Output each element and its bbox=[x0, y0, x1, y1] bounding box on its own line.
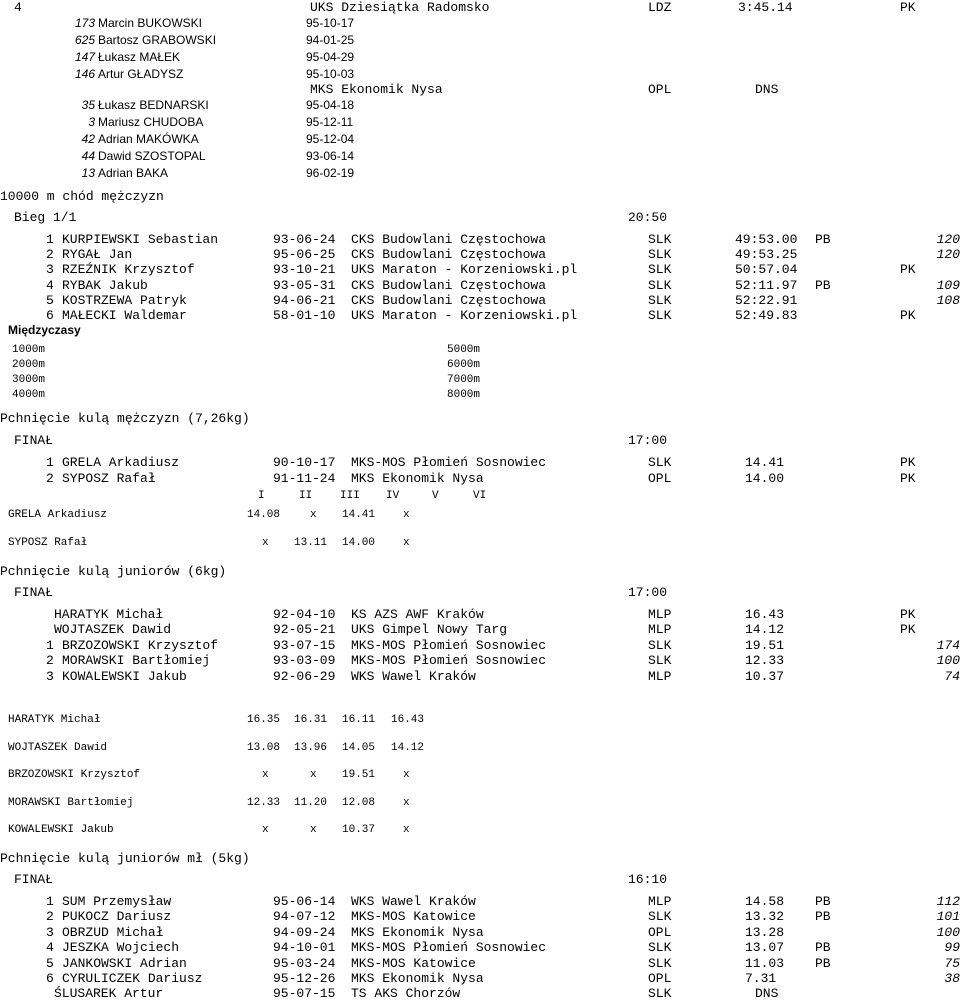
split-distance: 8000m bbox=[447, 389, 481, 401]
athlete-name: Łukasz BEDNARSKI bbox=[98, 98, 209, 112]
round-time: 16:10 bbox=[628, 872, 668, 887]
athlete-dob: 95-10-03 bbox=[306, 67, 355, 81]
result: 52:11.97 bbox=[735, 277, 798, 293]
attempt-value: x bbox=[262, 769, 269, 782]
athlete-dob: 95-04-29 bbox=[306, 50, 355, 64]
attempt-value: x bbox=[403, 796, 410, 809]
athlete-name: RYBAK Jakub bbox=[62, 277, 148, 293]
round-label: FINAŁ bbox=[14, 433, 54, 448]
result: 14.58 bbox=[745, 894, 785, 909]
athlete-dob: 95-03-24 bbox=[273, 955, 336, 971]
attempt-value: 12.33 bbox=[247, 796, 281, 809]
athlete-name: Adrian BAKA bbox=[98, 166, 169, 180]
attempt-value: 16.35 bbox=[247, 714, 281, 726]
attempt-value: x bbox=[403, 509, 410, 521]
athlete-dob: 94-10-01 bbox=[273, 940, 336, 956]
athlete-name: KURPIEWSKI Sebastian bbox=[62, 232, 219, 247]
region: SLK bbox=[648, 232, 672, 247]
place: 4 bbox=[46, 940, 54, 956]
attempt-value: x bbox=[262, 824, 269, 837]
athlete-name: Łukasz MAŁEK bbox=[98, 50, 181, 64]
note: PK bbox=[900, 622, 916, 638]
relay-region: OPL bbox=[648, 82, 672, 97]
points: 38 bbox=[944, 971, 960, 986]
note: PK bbox=[900, 455, 916, 470]
athlete-dob: 93-06-14 bbox=[306, 149, 355, 163]
result: 12.33 bbox=[745, 653, 785, 669]
result: 50:57.04 bbox=[735, 262, 798, 278]
athlete-name: BRZOZOWSKI Krzysztof bbox=[62, 637, 219, 653]
round-label: FINAŁ bbox=[14, 872, 54, 887]
athlete-dob: 96-02-19 bbox=[306, 166, 355, 180]
result: 14.00 bbox=[745, 470, 785, 486]
club: UKS Maraton - Korzeniowski.pl bbox=[351, 308, 578, 323]
region: MLP bbox=[648, 607, 672, 622]
attempt-value: 19.51 bbox=[342, 769, 376, 782]
athlete-dob: 94-01-25 bbox=[306, 33, 355, 47]
athlete-bib: 13 bbox=[81, 166, 95, 180]
athlete-dob: 95-06-14 bbox=[273, 894, 336, 909]
athlete-name: Artur GŁADYSZ bbox=[98, 67, 184, 81]
athlete-name: Dawid SZOSTOPAL bbox=[98, 149, 206, 163]
athlete-name: Marcin BUKOWSKI bbox=[98, 16, 203, 30]
note: PK bbox=[900, 308, 916, 323]
athlete-dob: 95-07-15 bbox=[273, 986, 336, 1001]
split-distance: 6000m bbox=[447, 359, 481, 371]
region: SLK bbox=[648, 909, 672, 925]
result: 14.41 bbox=[745, 455, 785, 470]
place: 1 bbox=[46, 455, 54, 470]
club: MKS-MOS Katowice bbox=[351, 909, 476, 925]
relay-note: PK bbox=[900, 0, 916, 15]
attempt-value: x bbox=[403, 769, 410, 782]
region: OPL bbox=[648, 971, 672, 986]
athlete-name: Bartosz GRABOWSKI bbox=[98, 33, 217, 47]
attempt-header: VI bbox=[473, 490, 487, 502]
place: 4 bbox=[46, 277, 54, 293]
note: PB bbox=[815, 955, 831, 971]
attempt-header: IV bbox=[386, 490, 400, 502]
points: 100 bbox=[936, 653, 960, 669]
round-label: Bieg 1/1 bbox=[14, 210, 77, 225]
attempt-value: 14.05 bbox=[342, 741, 376, 754]
athlete-name: SUM Przemysław bbox=[62, 894, 172, 909]
result: 13.07 bbox=[745, 940, 785, 956]
athlete-dob: 93-06-24 bbox=[273, 232, 336, 247]
attempt-athlete: KOWALEWSKI Jakub bbox=[8, 824, 114, 837]
athlete-name: ŚLUSAREK Artur bbox=[54, 986, 164, 1001]
athlete-name: KOWALEWSKI Jakub bbox=[62, 668, 187, 684]
result: 7.31 bbox=[745, 971, 777, 986]
points: 120 bbox=[936, 232, 960, 247]
attempt-value: x bbox=[310, 509, 317, 521]
athlete-name: PUKOCZ Dariusz bbox=[62, 909, 172, 925]
athlete-dob: 58-01-10 bbox=[273, 308, 336, 323]
athlete-name: MAŁECKI Waldemar bbox=[62, 308, 187, 323]
athlete-dob: 92-05-21 bbox=[273, 622, 336, 638]
athlete-bib: 625 bbox=[74, 33, 95, 47]
club: MKS-MOS Płomień Sosnowiec bbox=[351, 637, 547, 653]
round-time: 17:00 bbox=[628, 433, 668, 448]
place: 1 bbox=[46, 637, 54, 653]
athlete-dob: 94-09-24 bbox=[273, 924, 336, 940]
attempt-value: 13.08 bbox=[247, 741, 281, 754]
points: 108 bbox=[936, 292, 960, 308]
result: 52:49.83 bbox=[735, 308, 798, 323]
attempt-header: I bbox=[258, 490, 265, 502]
result: 14.12 bbox=[745, 622, 785, 638]
points: 174 bbox=[936, 637, 960, 653]
relay-region: LDZ bbox=[648, 0, 672, 15]
place: 3 bbox=[46, 924, 54, 940]
event-title: Pchnięcie kulą mężczyzn (7,26kg) bbox=[0, 411, 250, 426]
region: SLK bbox=[648, 940, 672, 956]
note: PB bbox=[815, 894, 831, 909]
round-label: FINAŁ bbox=[14, 585, 54, 600]
result: 11.03 bbox=[745, 955, 785, 971]
points: 99 bbox=[944, 940, 960, 956]
athlete-bib: 44 bbox=[81, 149, 95, 163]
event-title: 10000 m chód mężczyzn bbox=[0, 189, 164, 204]
attempt-header: II bbox=[299, 490, 313, 502]
points: 100 bbox=[936, 924, 960, 940]
region: SLK bbox=[648, 247, 672, 263]
place: 3 bbox=[46, 262, 54, 278]
split-distance: 1000m bbox=[12, 344, 46, 356]
event-title: Pchnięcie kulą juniorów mł (5kg) bbox=[0, 851, 250, 866]
event-title: Pchnięcie kulą juniorów (6kg) bbox=[0, 564, 227, 579]
region: SLK bbox=[648, 292, 672, 308]
athlete-name: KOSTRZEWA Patryk bbox=[62, 292, 187, 308]
points: 74 bbox=[944, 668, 960, 684]
result: 13.28 bbox=[745, 924, 785, 940]
club: KS AZS AWF Kraków bbox=[351, 607, 484, 622]
relay-club: MKS Ekonomik Nysa bbox=[310, 82, 443, 97]
attempt-athlete: HARATYK Michał bbox=[8, 714, 101, 726]
split-distance: 7000m bbox=[447, 374, 481, 386]
athlete-dob: 90-10-17 bbox=[273, 455, 336, 470]
club: UKS Gimpel Nowy Targ bbox=[351, 622, 508, 638]
result: 49:53.00 bbox=[735, 232, 798, 247]
attempt-value: x bbox=[310, 824, 317, 837]
split-distance: 5000m bbox=[447, 344, 481, 356]
club: CKS Budowlani Częstochowa bbox=[351, 247, 547, 263]
athlete-dob: 95-06-25 bbox=[273, 247, 336, 263]
region: SLK bbox=[648, 986, 672, 1001]
place: 6 bbox=[46, 971, 54, 986]
split-distance: 4000m bbox=[12, 389, 46, 401]
attempt-value: 12.08 bbox=[342, 796, 376, 809]
relay-time: 3:45.14 bbox=[738, 0, 793, 15]
club: WKS Wawel Kraków bbox=[351, 668, 476, 684]
athlete-dob: 91-11-24 bbox=[273, 470, 336, 486]
attempt-value: x bbox=[262, 537, 269, 549]
club: MKS Ekonomik Nysa bbox=[351, 924, 484, 940]
attempt-value: 14.12 bbox=[391, 741, 425, 754]
attempt-value: x bbox=[403, 824, 410, 837]
athlete-name: JESZKA Wojciech bbox=[62, 940, 180, 956]
attempt-value: 14.41 bbox=[342, 509, 376, 521]
split-distance: 3000m bbox=[12, 374, 46, 386]
club: MKS Ekonomik Nysa bbox=[351, 971, 484, 986]
athlete-bib: 42 bbox=[81, 132, 95, 146]
note: PB bbox=[815, 232, 831, 247]
note: PK bbox=[900, 470, 916, 486]
athlete-bib: 147 bbox=[74, 50, 95, 64]
club: CKS Budowlani Częstochowa bbox=[351, 277, 547, 293]
athlete-dob: 94-06-21 bbox=[273, 292, 336, 308]
athlete-name: Mariusz CHUDOBA bbox=[98, 115, 204, 129]
athlete-bib: 3 bbox=[88, 115, 95, 129]
attempt-value: 16.11 bbox=[342, 714, 376, 726]
athlete-dob: 93-07-15 bbox=[273, 637, 336, 653]
points: 120 bbox=[936, 247, 960, 263]
athlete-dob: 93-10-21 bbox=[273, 262, 336, 278]
region: MLP bbox=[648, 894, 672, 909]
region: SLK bbox=[648, 455, 672, 470]
region: SLK bbox=[648, 277, 672, 293]
round-time: 17:00 bbox=[628, 585, 668, 600]
athlete-dob: 95-04-18 bbox=[306, 98, 355, 112]
place: 5 bbox=[46, 955, 54, 971]
result: DNS bbox=[755, 986, 779, 1001]
attempt-value: 14.00 bbox=[342, 537, 376, 549]
attempt-athlete: SYPOSZ Rafał bbox=[8, 537, 88, 549]
place: 2 bbox=[46, 653, 54, 669]
attempt-athlete: MORAWSKI Bartłomiej bbox=[8, 796, 134, 809]
athlete-name: GRELA Arkadiusz bbox=[62, 455, 180, 470]
athlete-dob: 95-12-11 bbox=[306, 115, 354, 129]
attempt-value: 13.96 bbox=[294, 741, 328, 754]
region: SLK bbox=[648, 308, 672, 323]
region: SLK bbox=[648, 637, 672, 653]
relay-place: 4 bbox=[14, 0, 22, 15]
note: PK bbox=[900, 607, 916, 622]
result: 19.51 bbox=[745, 637, 785, 653]
athlete-name: MORAWSKI Bartłomiej bbox=[62, 653, 211, 669]
points: 109 bbox=[936, 277, 960, 293]
attempt-athlete: WOJTASZEK Dawid bbox=[8, 741, 108, 754]
place: 1 bbox=[46, 894, 54, 909]
club: MKS-MOS Płomień Sosnowiec bbox=[351, 653, 547, 669]
round-time: 20:50 bbox=[628, 210, 668, 225]
athlete-name: Adrian MAKÓWKA bbox=[98, 132, 199, 146]
result: 49:53.25 bbox=[735, 247, 798, 263]
region: MLP bbox=[648, 668, 672, 684]
club: TS AKS Chorzów bbox=[351, 986, 461, 1001]
athlete-bib: 35 bbox=[81, 98, 95, 112]
split-distance: 2000m bbox=[12, 359, 46, 371]
points: 101 bbox=[936, 909, 960, 925]
athlete-name: OBRZUD Michał bbox=[62, 924, 164, 940]
note: PB bbox=[815, 909, 831, 925]
attempt-value: 11.20 bbox=[294, 796, 328, 809]
splits-title: Międzyczasy bbox=[8, 323, 81, 337]
attempt-value: 13.11 bbox=[294, 537, 328, 549]
club: UKS Maraton - Korzeniowski.pl bbox=[351, 262, 578, 278]
athlete-dob: 92-04-10 bbox=[273, 607, 336, 622]
region: OPL bbox=[648, 924, 672, 940]
points: 75 bbox=[944, 955, 960, 971]
athlete-bib: 146 bbox=[74, 67, 95, 81]
athlete-dob: 93-05-31 bbox=[273, 277, 336, 293]
result: 52:22.91 bbox=[735, 292, 798, 308]
athlete-dob: 92-06-29 bbox=[273, 668, 336, 684]
note: PK bbox=[900, 262, 916, 278]
athlete-dob: 95-12-04 bbox=[306, 132, 355, 146]
attempt-value: 16.31 bbox=[294, 714, 328, 726]
place: 2 bbox=[46, 909, 54, 925]
attempt-athlete: GRELA Arkadiusz bbox=[8, 509, 108, 521]
region: OPL bbox=[648, 470, 672, 486]
region: SLK bbox=[648, 653, 672, 669]
attempt-value: 14.08 bbox=[247, 509, 281, 521]
attempt-value: 16.43 bbox=[391, 714, 425, 726]
athlete-dob: 95-12-26 bbox=[273, 971, 336, 986]
relay-club: UKS Dziesiątka Radomsko bbox=[310, 0, 490, 15]
result: 10.37 bbox=[745, 668, 785, 684]
club: MKS-MOS Płomień Sosnowiec bbox=[351, 940, 547, 956]
attempt-value: x bbox=[403, 537, 410, 549]
athlete-dob: 94-07-12 bbox=[273, 909, 336, 925]
athlete-name: RZEŹNIK Krzysztof bbox=[62, 262, 195, 278]
note: PB bbox=[815, 940, 831, 956]
club: CKS Budowlani Częstochowa bbox=[351, 232, 547, 247]
relay-time: DNS bbox=[755, 82, 779, 97]
place: 2 bbox=[46, 247, 54, 263]
athlete-bib: 173 bbox=[74, 16, 95, 30]
place: 2 bbox=[46, 470, 54, 486]
place: 5 bbox=[46, 292, 54, 308]
club: CKS Budowlani Częstochowa bbox=[351, 292, 547, 308]
region: SLK bbox=[648, 955, 672, 971]
points: 112 bbox=[936, 894, 960, 909]
club: MKS-MOS Katowice bbox=[351, 955, 476, 971]
result: 16.43 bbox=[745, 607, 785, 622]
athlete-name: CYRULICZEK Dariusz bbox=[62, 971, 203, 986]
athlete-name: HARATYK Michał bbox=[54, 607, 164, 622]
attempt-header: V bbox=[432, 490, 439, 502]
attempt-athlete: BRZOZOWSKI Krzysztof bbox=[8, 769, 141, 782]
club: MKS Ekonomik Nysa bbox=[351, 470, 484, 486]
attempt-header: III bbox=[340, 490, 360, 502]
athlete-name: WOJTASZEK Dawid bbox=[54, 622, 172, 638]
club: WKS Wawel Kraków bbox=[351, 894, 476, 909]
region: SLK bbox=[648, 262, 672, 278]
athlete-name: JANKOWSKI Adrian bbox=[62, 955, 187, 971]
athlete-name: SYPOSZ Rafał bbox=[62, 470, 156, 486]
result: 13.32 bbox=[745, 909, 785, 925]
athlete-dob: 93-03-09 bbox=[273, 653, 336, 669]
place: 1 bbox=[46, 232, 54, 247]
region: MLP bbox=[648, 622, 672, 638]
athlete-name: RYGAŁ Jan bbox=[62, 247, 133, 263]
place: 3 bbox=[46, 668, 54, 684]
club: MKS-MOS Płomień Sosnowiec bbox=[351, 455, 547, 470]
athlete-dob: 95-10-17 bbox=[306, 16, 355, 30]
attempt-value: 10.37 bbox=[342, 824, 376, 837]
place: 6 bbox=[46, 308, 54, 323]
attempt-value: x bbox=[310, 769, 317, 782]
note: PB bbox=[815, 277, 831, 293]
